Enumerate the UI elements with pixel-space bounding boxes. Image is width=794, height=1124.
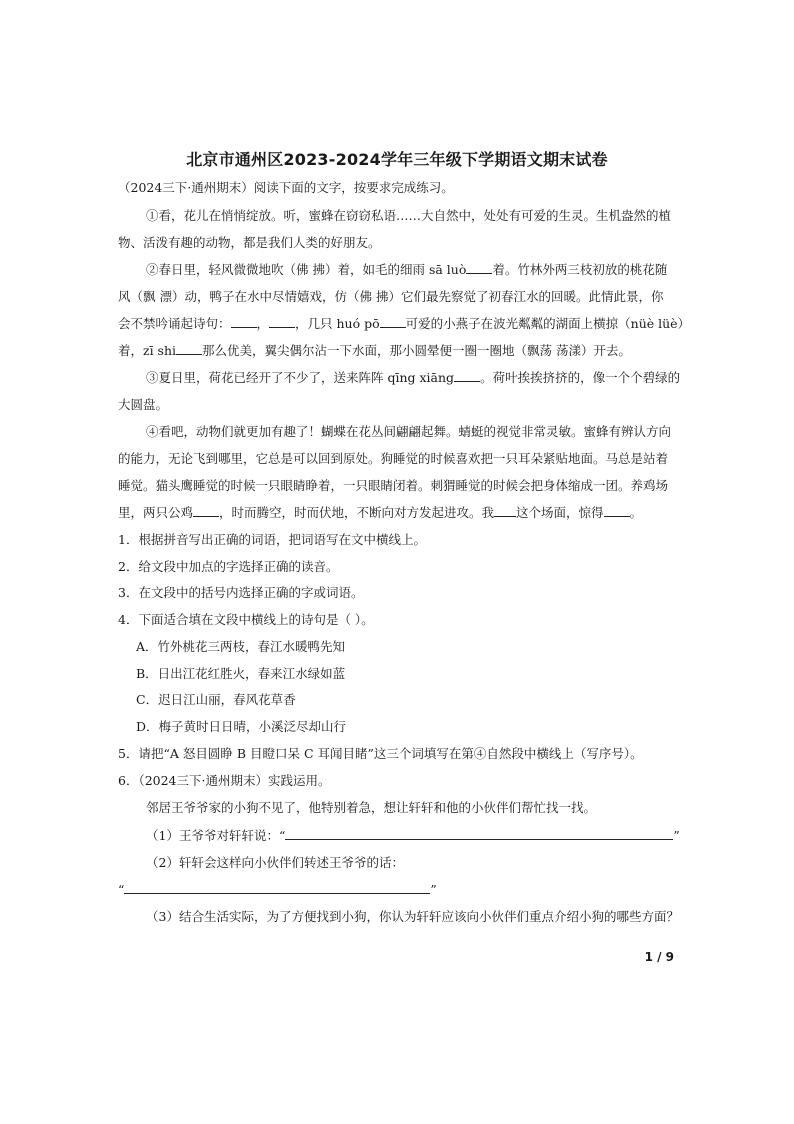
- paragraph-2-line-1: [146, 262, 667, 278]
- question-6-part-2-answer: [118, 882, 437, 898]
- paragraph-4-line-3: 睡觉。猫头鹰睡觉的时候一只眼睛睁着，一只眼睛闭着。刺猬睡觉的时候会把身体缩成一团。养鸡场: [118, 478, 669, 493]
- answer-blank[interactable]: [176, 343, 202, 355]
- poem-blank-2[interactable]: [269, 316, 295, 328]
- question-6-part-1: [146, 828, 680, 844]
- paragraph-4-line-1: ④看吧，动物们就更加有趣了！蝴蝶在花丛间翩翩起舞。蜻蜓的视觉非常灵敏。蜜蜂有辨认方向: [146, 424, 672, 439]
- question-3: 3．在文段中的括号内选择正确的字或词语。: [118, 585, 364, 600]
- paragraph-4-line-4: [118, 505, 642, 521]
- answer-line[interactable]: [285, 828, 673, 840]
- question-4: 4．下面适合填在文段中横线上的诗句是（ ）。: [118, 612, 374, 627]
- answer-line[interactable]: [124, 882, 430, 894]
- p2-text-a: ②春日里，轻风微微地吹（佛 拂）着，如毛的细雨 sā luò: [146, 262, 467, 277]
- q6-1-text: （1）王爷爷对轩轩说：“: [146, 828, 286, 843]
- answer-blank[interactable]: [604, 505, 630, 517]
- question-5: 5．请把“A 怒目圆睁 B 目瞪口呆 C 耳闻目睹”这三个词填写在第④自然段中横线上（写序号）。: [118, 746, 643, 761]
- page-number: 1 / 9: [644, 950, 674, 964]
- q6-1-close-quote: ”: [673, 828, 680, 843]
- question-2: 2．给文段中加点的字选择正确的读音。: [118, 559, 339, 574]
- answer-blank[interactable]: [494, 505, 516, 517]
- answer-blank[interactable]: [380, 316, 406, 328]
- question-4-option-b[interactable]: B．日出江花红胜火，春来江水绿如蓝: [136, 666, 346, 681]
- paragraph-1-line-1: ①看，花儿在悄悄绽放。听，蜜蜂在窃窃私语……大自然中，处处有可爱的生灵。生机盎然的植: [146, 208, 672, 223]
- question-6-part-3: （3）结合生活实际，为了方便找到小狗，你认为轩轩应该向小伙伴们重点介绍小狗的哪些方面？: [146, 909, 679, 924]
- p4-text-b: ，时而腾空，时而伏地，不断向对方发起进攻。我: [219, 505, 495, 520]
- paragraph-3-line-2: 大圆盘。: [118, 397, 169, 412]
- p4-text-a: 里，两只公鸡: [118, 505, 194, 520]
- p3-text-a: ③夏日里，荷花已经开了不少了，送来阵阵 qīng xiāng: [146, 370, 455, 385]
- poem-blank-1[interactable]: [231, 316, 257, 328]
- q6-2-close-quote: ”: [430, 882, 437, 897]
- paragraph-1-line-2: 物、活泼有趣的动物，都是我们人类的好朋友。: [118, 235, 381, 250]
- question-4-option-d[interactable]: D．梅子黄时日日晴，小溪泛尽却山行: [136, 719, 347, 734]
- answer-blank[interactable]: [466, 262, 492, 274]
- p2-text-b: 着。竹林外两三枝初放的桃花随: [492, 262, 668, 277]
- question-4-option-a[interactable]: A．竹外桃花三两枝，春江水暖鸭先知: [136, 639, 346, 654]
- question-6: 6．（2024三下·通州期末）实践运用。: [118, 773, 331, 788]
- paragraph-2-line-2: 风（飘 漂）动，鸭子在水中尽情嬉戏，仿（佛 拂）它们最先察觉了初春江水的回暖。此情此景，你: [118, 289, 664, 304]
- p4-text-c: 这个场面，惊得: [516, 505, 604, 520]
- intro-line: （2024三下·通州期末）阅读下面的文字，按要求完成练习。: [118, 180, 454, 195]
- p2-text-d: ，几只 huó pō: [295, 316, 380, 331]
- answer-blank[interactable]: [454, 370, 480, 382]
- p2-text-f: 着，zī shi: [118, 343, 177, 358]
- p2-text-g: 那么优美，翼尖偶尔沾一下水面，那小圆晕便一圈一圈地（飘荡 荡漾）开去。: [202, 343, 632, 358]
- p2-text-e: 可爱的小燕子在波光粼粼的湖面上横掠（nüè lüè）: [405, 316, 691, 331]
- paragraph-2-line-4: [118, 343, 631, 359]
- p3-text-b: 。荷叶挨挨挤挤的，像一个个碧绿的: [480, 370, 681, 385]
- page-title: 北京市通州区2023-2024学年三年级下学期语文期末试卷: [186, 150, 608, 169]
- question-6-part-2: （2）轩轩会这样向小伙伴们转述王爷爷的话：: [146, 855, 404, 870]
- paragraph-3-line-1: [146, 370, 680, 386]
- paragraph-4-line-2: 的能力，无论飞到哪里，它总是可以回到原处。狗睡觉的时候喜欢把一只耳朵紧贴地面。马总是站着: [118, 451, 669, 466]
- question-1: 1．根据拼音写出正确的词语，把词语写在文中横线上。: [118, 532, 426, 547]
- q6-2-open-quote: “: [118, 882, 125, 897]
- paragraph-2-line-3: [118, 316, 690, 332]
- question-4-option-c[interactable]: C．迟日江山丽，春风花草香: [136, 692, 296, 707]
- p2-comma: ，: [256, 316, 270, 331]
- answer-blank[interactable]: [193, 505, 219, 517]
- p4-text-d: 。: [629, 505, 643, 520]
- question-6-intro: 邻居王爷爷家的小狗不见了，他特别着急，想让轩轩和他的小伙伴们帮忙找一找。: [146, 800, 597, 815]
- p2-text-c: 会不禁吟诵起诗句：: [118, 316, 231, 331]
